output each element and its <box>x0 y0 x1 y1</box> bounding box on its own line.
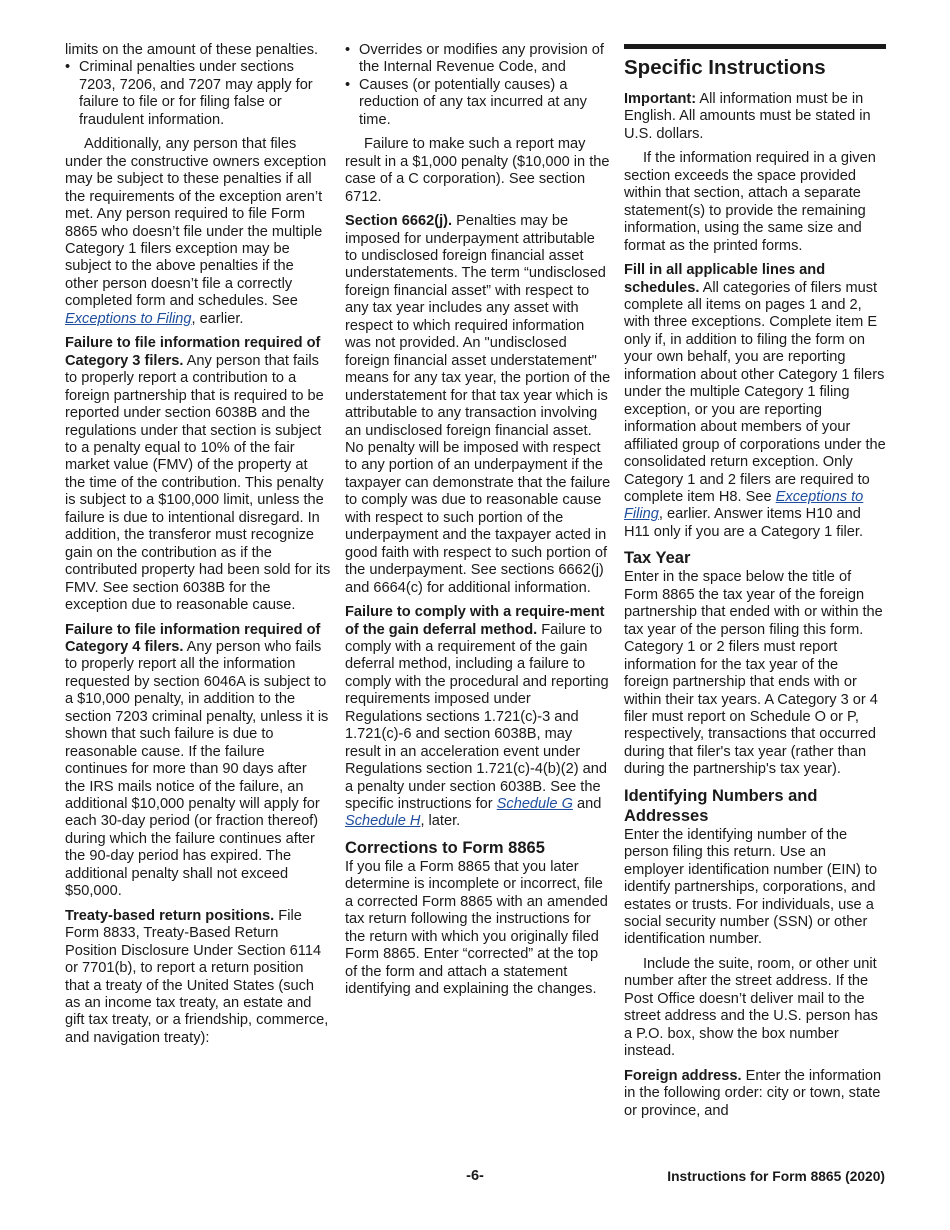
paragraph: Enter the identifying number of the person filing this return. Use an employer identification number (EIN) to identify partnerships, corporations, and estates or trusts. For individuals, use a social security number (SSN) or other identification number. <box>624 826 878 948</box>
schedule-h-link[interactable]: Schedule H <box>345 813 421 830</box>
paragraph <box>624 262 886 541</box>
paragraph <box>65 136 331 328</box>
paragraph: Failure to make such a report may result in a $1,000 penalty ($10,000 in the case of a C corporation). See section 6712. <box>345 136 610 205</box>
paragraph: If you file a Form 8865 that you later determine is incomplete or incorrect, file a corrected Form 8865 with an amended tax return following the instructions for the return with which you originally filed Form 8865. Enter “corrected” at the top of the form and attach a statement identifying and explaining the changes. <box>345 858 608 998</box>
paragraph-heading: Failure to file information required of Category 4 filers. <box>65 621 321 655</box>
section-heading-corrections: Corrections to Form 8865 <box>345 838 545 857</box>
paragraph <box>624 1068 886 1120</box>
paragraph-text: Any person that fails to properly report a contribution to a foreign partnership that is required to be reported under section 6038B and the regulations under that section is subject to a penalty equal to 10% of the fair market value (FMV) of the property at the time of the contribution. This penalty is subject to a $100,000 limit, unless the failure is due to intentional disregard. In addition, the transferor must recognize gain on the contribution as if the contributed property had been sold for its FMV. See section 6038B for the exception due to reasonable cause. <box>65 352 331 614</box>
section-heading-tax-year: Tax Year <box>624 549 691 568</box>
schedule-g-link[interactable]: Schedule G <box>496 796 573 813</box>
paragraph <box>65 908 331 1048</box>
paragraph-text: Enter the information in the following order: city or town, state or province, and <box>624 1067 882 1119</box>
bullet-text: Overrides or modifies any provision of the Internal Revenue Code, and <box>359 42 604 76</box>
section-heading-identifying-numbers: Identifying Numbers and Addresses <box>624 786 818 825</box>
paragraph: Include the suite, room, or other unit number after the street address. If the Post Office doesn’t deliver mail to the street address and the U.S. person has a P.O. box, show the box number instead. <box>624 955 878 1060</box>
column-3 <box>624 44 886 1127</box>
paragraph: limits on the amount of these penalties. <box>65 42 319 58</box>
paragraph-text: Failure to comply with a requirement of the gain deferral method, including a failure to comply with the procedural and reporting requirements imposed under Regulations sections 1.721(c)-3 and 1.721(c)-6 and section 6038B, may result in an acceleration event under Regulations section 1.721(c)-4(b)(2) and a penalty under section 6038B. See the specific instructions for <box>345 621 609 813</box>
paragraph-text: All information must be in English. All amounts must be stated in U.S. dollars. <box>624 91 871 142</box>
exceptions-to-filing-link[interactable]: Exceptions to Filing <box>624 488 864 523</box>
paragraph: If the information required in a given section exceeds the space provided within that section, attach a separate statement(s) to provide the remaining information, using the same size and format as the printed forms. <box>624 150 876 254</box>
paragraph-heading: Section 6662(j). <box>345 213 453 230</box>
paragraph-text: , earlier. <box>191 310 244 327</box>
paragraph <box>345 604 611 831</box>
bullet-item <box>345 77 611 129</box>
paragraph-heading: Fill in all applicable lines and schedules. <box>624 262 826 296</box>
bullet-glyph: • <box>345 42 351 58</box>
paragraph-heading: Important: <box>624 91 697 107</box>
paragraph-text: and <box>572 796 602 813</box>
paragraph <box>65 622 331 901</box>
paragraph-text: Additionally, any person that files under the constructive owners exception may be subject to these penalties if all the requirements of the exception aren’t met. Any person required to file Form 8865 who doesn’t file under the multiple Category 1 filers exception may be subject to the above penalties if the other person doesn’t file a correctly completed form and schedules. See <box>65 136 327 310</box>
paragraph-text: Penalties may be imposed for underpayment attributable to undisclosed foreign financial asset understatements. The term “undisclosed foreign financial asset” with respect to any tax year includes any asset with respect to which required information was not provided. An "undisclosed foreign financial asset understatement" means for any tax year, the portion of the understatement for that tax year which is attributable to any transaction involving an undisclosed foreign financial asset. No penalty will be imposed with respect to any portion of an underpayment if the taxpayer can demonstrate that the failure to comply was due to reasonable cause with respect to such portion of the underpayment and the taxpayer acted in good faith with respect to such portion of the underpayment. See sections 6662(j) and 6664(c) for additional information. <box>345 213 611 596</box>
paragraph-text: , earlier. Answer items H10 and H11 only if you are a Category 1 filer. <box>624 506 864 540</box>
paragraph: Enter in the space below the title of Form 8865 the tax year of the foreign partnership that ended with or within the tax year of the person filing this form. Category 1 or 2 filers must report information for the tax year of the foreign partnership that ends with or within their tax years. A Category 3 or 4 filer must report on Schedule O or P, respectively, transactions that occurred during that filer's tax year (rather than during the partnership's tax year). <box>624 569 883 778</box>
paragraph-text: , later. <box>420 813 461 830</box>
paragraph <box>65 335 331 614</box>
column-1 <box>65 42 331 1054</box>
paragraph-heading: Treaty-based return positions. <box>65 907 275 924</box>
bullet-item <box>65 59 331 129</box>
bullet-item <box>345 42 611 77</box>
paragraph-text: Any person who fails to properly report all the information requested by section 6046A is subject to a $10,000 penalty, in addition to the section 7203 criminal penalty, unless it is shown that such failure is due to reasonable cause. If the failure continues for more than 90 days after the IRS mails notice of the failure, an additional $10,000 penalty will apply for each 30-day period (or fraction thereof) during which the failure continues after the 90-day period has expired. The additional penalty shall not exceed $50,000. <box>65 638 329 900</box>
bullet-text: Causes (or potentially causes) a reduction of any tax incurred at any time. <box>359 76 587 128</box>
paragraph <box>345 213 611 597</box>
paragraph-heading: Foreign address. <box>624 1067 742 1084</box>
exceptions-to-filing-link[interactable]: Exceptions to Filing <box>65 310 192 327</box>
paragraph-heading: Failure to file information required of Category 3 filers. <box>65 335 321 369</box>
paragraph-heading: Failure to comply with a require-ment of the gain deferral method. <box>345 604 605 638</box>
bullet-text: Criminal penalties under sections 7203, 7206, and 7207 may apply for failure to file or for filing false or fraudulent information. <box>79 59 313 128</box>
bullet-glyph: • <box>345 76 351 93</box>
bullet-glyph: • <box>65 59 71 76</box>
footer-document-title: Instructions for Form 8865 (2020) <box>667 1169 885 1184</box>
paragraph-text: All categories of filers must complete all items on pages 1 and 2, with three exceptions. Complete item E only if, in addition to filing the form on your own behalf, you are reporting information about other Category 1 filers under the multiple Category 1 filing exception, or you are reporting information about members of your affiliated group of corporations under the consolidated return exception. Only Category 1 and 2 filers are required to complete item H8. See <box>624 279 886 505</box>
page-number: -6- <box>466 1168 484 1184</box>
paragraph-text: File Form 8833, Treaty-Based Return Position Disclosure Under Section 6114 or 7701(b), to report a return position that a treaty of the United States (such as an income tax treaty, an estate and gift tax treaty, or a friendship, commerce, and navigation treaty): <box>65 907 329 1046</box>
section-title: Specific Instructions <box>624 44 886 81</box>
column-2 <box>345 42 611 1006</box>
paragraph <box>624 91 886 143</box>
